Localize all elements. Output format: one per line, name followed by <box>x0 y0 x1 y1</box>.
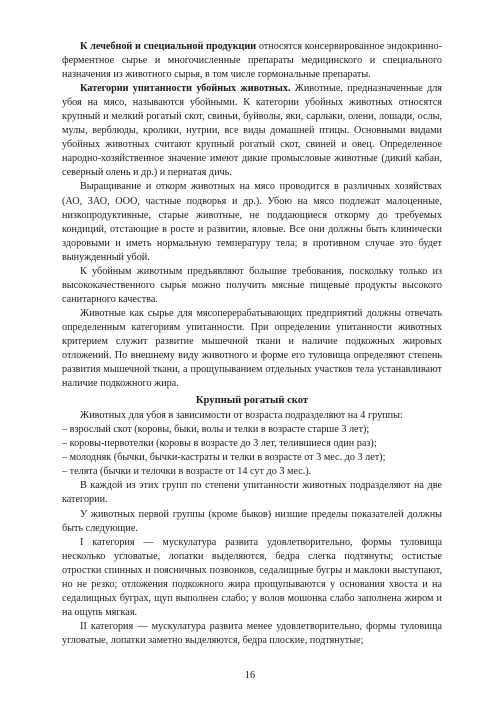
bold-lead-fatness-categories: Категории упитанности убойных животных. <box>80 83 291 95</box>
section-heading-cattle: Крупный рогатый скот <box>195 395 309 407</box>
list-item-group-first-calf: – коровы-первотелки (коровы в возрасте до 3 лет, телившиеся один раз); <box>62 438 377 450</box>
paragraph-requirements: К убойным животным предъявляют большие требования, поскольку только из высококачественного сырья можно получить мясные пищевые продукты высокого санитарного качества. <box>62 265 442 305</box>
paragraph-first-group-limits: У животных первой группы (кроме быков) низшие пределы показателей должны быть следующие. <box>62 508 442 534</box>
page-content <box>62 40 442 648</box>
list-item-group-adult: – взрослый скот (коровы, быки, волы и телки в возрасте старше 3 лет); <box>62 424 370 436</box>
paragraph-text: Животные, предназначенные для убоя на мясо, называются убойными. К категории убойных животных относятся крупный и мелкий рогатый скот, свиньи, буйволы, яки, сарлыки, олени, лошади, ослы, мулы, верблюды, кролики, нутрии, все виды домашней птицы. Основными видами убойных животных считают крупный рогатый скот, свиней и овец. Определенное народно-хозяйственное значение имеют дикие промысловые животные (дикий кабан, северный олень и др.) и пернатая дичь. <box>62 83 442 179</box>
paragraph-groups-intro: Животных для убоя в зависимости от возраста подразделяют на 4 группы: <box>80 410 403 422</box>
list-item-group-calves: – телята (бычки и телочки в возрасте от 14 сут до 3 мес.). <box>62 466 312 478</box>
paragraph-category-one: I категория — мускулатура развита удовлетворительно, формы туловища несколько угловатые, лопатки выделяются, бедра слегка подтянуты; остистые отростки спинных и поясничных позвонков, седалищные бугры и маклоки выступают, но не резко; отложения подкожного жира прощупываются у основания хвоста и на седалищных буграх, щуп выполнен слабо; у волов мошонка слабо заполнена жиром и на ощупь мягкая. <box>62 536 442 618</box>
paragraph-two-categories: В каждой из этих групп по степени упитанности животных подразделяют на две категории. <box>62 480 442 506</box>
paragraph-fatness-categories <box>62 82 442 180</box>
bold-lead-medical-products: К лечебной и специальной продукции <box>80 41 257 52</box>
paragraph-category-two: II категория — мускулатура развита менее удовлетворительно, формы туловища угловатые, лопатки заметно выделяются, бедра плоские, подтянутые; <box>62 620 442 646</box>
paragraph-medical-products <box>62 40 442 82</box>
paragraph-text: относятся консервированное эндокринно-ферментное сырье и многочисленные препараты медицинского и специального назначения из животного сырья, в том числе гормональные препараты. <box>62 41 442 81</box>
list-item-group-young: – молодняк (бычки, бычки-кастраты и телки в возрасте от 3 мес. до 3 лет); <box>62 452 386 464</box>
paragraph-raw-material: Животные как сырье для мясоперерабатывающих предприятий должны отвечать определенным категориям упитанности. При определении упитанности животных критерием служит развитие мышечной ткани и наличие подкожных жировых отложений. По внешнему виду животного и форме его туловища определяют степень развития мышечной ткани, а прощупыванием отдельных участков тела устанавливают наличие подкожного жира. <box>62 307 442 390</box>
page-number: 16 <box>244 670 256 681</box>
paragraph-raising-fattening: Выращивание и откорм животных на мясо проводится в различных хозяйствах (АО, ЗАО, ООО, частные подворья и др.). Убою на мясо подлежат малоценные, низкопродуктивные, старые животные, не поддающиеся откорму до требуемых кондиций, отстающие в росте и развитии, яловые. Все они должны быть клинически здоровыми и иметь нормальную температуру тела; в противном случае это будет вынужденный убой. <box>62 181 442 263</box>
